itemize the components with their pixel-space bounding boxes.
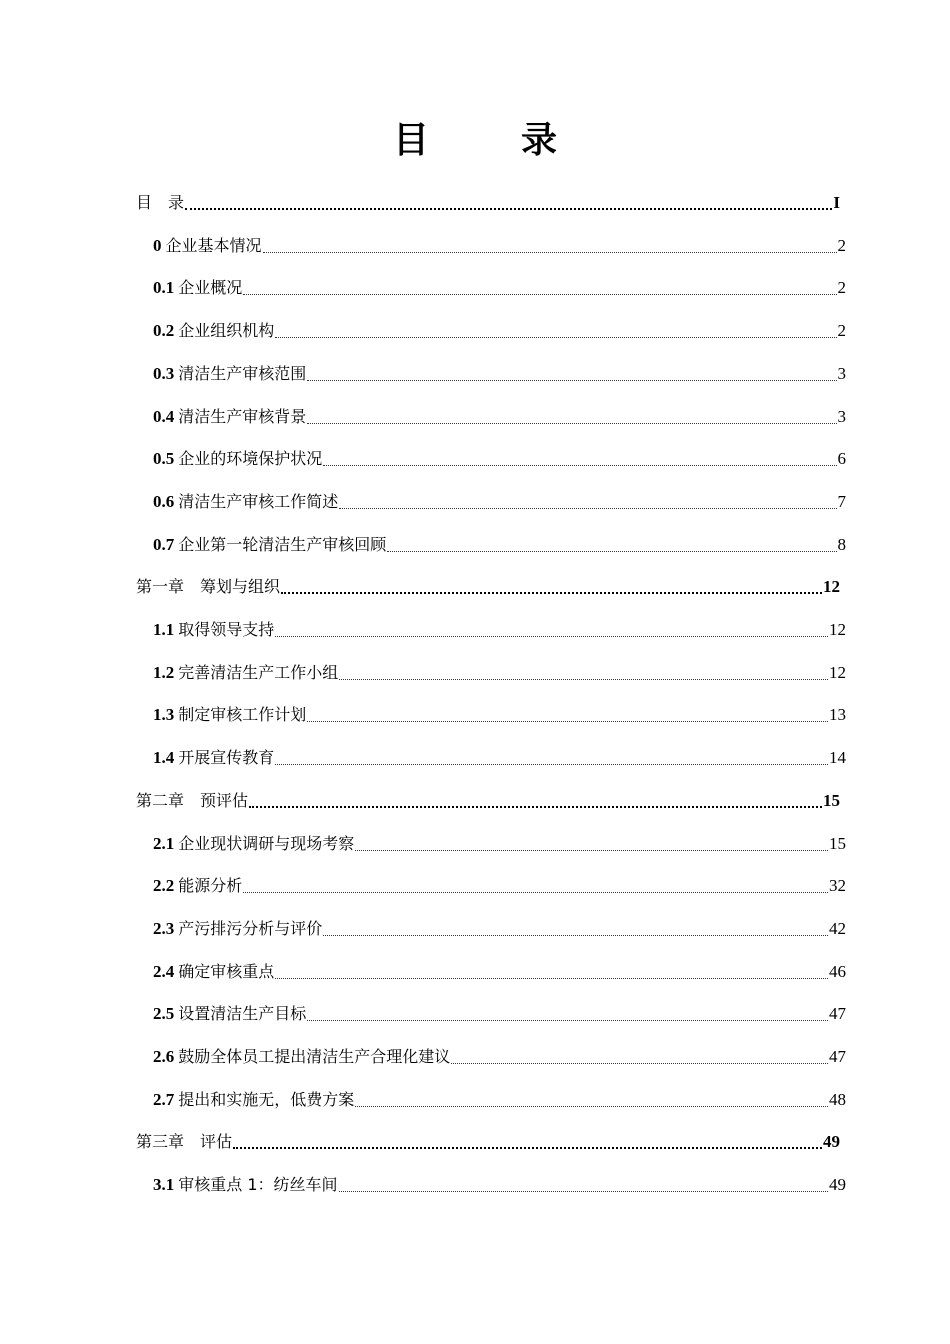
- toc-entry-number: 0.7: [153, 535, 175, 554]
- toc-dot-leader: [275, 624, 828, 637]
- toc-page-number: I: [833, 193, 840, 212]
- toc-entry-number: 2.1: [153, 834, 175, 853]
- toc-entry-label: [153, 406, 306, 428]
- toc-entry-number: 0.6: [153, 492, 175, 511]
- toc-section-entry[interactable]: [153, 1042, 846, 1068]
- toc-entry-label: [153, 918, 322, 940]
- toc-dot-leader: [243, 880, 828, 893]
- toc-entry-number: 0: [153, 236, 162, 255]
- toc-chapter-entry[interactable]: [136, 1127, 840, 1153]
- toc-entry-number: 1.1: [153, 620, 175, 639]
- toc-entry-text: 确定审核重点: [178, 962, 275, 981]
- toc-section-entry[interactable]: [153, 402, 846, 428]
- toc-entry-label: [136, 192, 184, 214]
- toc-section-entry[interactable]: [153, 829, 846, 855]
- toc-entry-label: [153, 1174, 338, 1196]
- toc-entry-text: 清洁生产审核背景: [178, 407, 307, 426]
- toc-entry-label: [153, 1089, 354, 1111]
- toc-dot-leader: [233, 1135, 822, 1149]
- toc-dot-leader: [307, 709, 828, 722]
- toc-section-entry[interactable]: [153, 615, 846, 641]
- toc-dot-leader: [281, 580, 822, 594]
- toc-page-number: 13: [829, 705, 846, 724]
- toc-page-number: 7: [837, 492, 846, 511]
- toc-entry-label: [153, 277, 242, 299]
- toc-entry-text: 设置清洁生产目标: [178, 1004, 307, 1023]
- toc-dot-leader: [355, 838, 828, 851]
- toc-page-number: 49: [823, 1132, 840, 1151]
- toc-entry-text: 鼓励全体员工提出清洁生产合理化建议: [178, 1047, 451, 1066]
- toc-dot-leader: [339, 667, 828, 680]
- toc-section-entry[interactable]: [153, 914, 846, 940]
- toc-entry-number: 2.4: [153, 962, 175, 981]
- toc-page-number: 49: [829, 1175, 846, 1194]
- toc-entry-label: [153, 704, 306, 726]
- toc-entry-label: [153, 320, 274, 342]
- toc-entry-label: [153, 363, 306, 385]
- toc-entry-text: 提出和实施无，低费方案: [178, 1090, 355, 1109]
- toc-entry-text: 清洁生产审核工作简述: [178, 492, 339, 511]
- toc-page-number: 12: [823, 577, 840, 596]
- toc-page-number: 2: [837, 236, 846, 255]
- toc-page-number: 6: [837, 449, 846, 468]
- toc-entry-text: 取得领导支持: [178, 620, 275, 639]
- toc-entry-text: 企业的环境保护状况: [178, 449, 323, 468]
- page-title: 目 录: [392, 119, 585, 161]
- toc-page-number: 15: [823, 791, 840, 810]
- toc-page-number: 15: [829, 834, 846, 853]
- toc-section-entry[interactable]: [153, 1085, 846, 1111]
- toc-entry-text: 企业第一轮清洁生产审核回顾: [178, 535, 387, 554]
- toc-page-number: 48: [829, 1090, 846, 1109]
- toc-chapter-entry[interactable]: [136, 188, 840, 214]
- toc-entry-text: 第三章 评估: [136, 1132, 233, 1151]
- toc-section-entry[interactable]: [153, 743, 846, 769]
- toc-entry-text: 企业组织机构: [178, 321, 275, 340]
- toc-entry-label: [153, 747, 274, 769]
- toc-dot-leader: [275, 752, 828, 765]
- toc-entry-number: 2.5: [153, 1004, 175, 1023]
- toc-section-entry[interactable]: [153, 359, 846, 385]
- toc-entry-number: 0.3: [153, 364, 175, 383]
- toc-page-number: 14: [829, 748, 846, 767]
- toc-entry-number: 0.4: [153, 407, 175, 426]
- toc-section-entry[interactable]: [153, 658, 846, 684]
- toc-entry-number: 3.1: [153, 1175, 175, 1194]
- toc-entry-text: 制定审核工作计划: [178, 705, 307, 724]
- toc-dot-leader: [387, 539, 836, 552]
- toc-page-number: 2: [837, 321, 846, 340]
- toc-dot-leader: [451, 1051, 828, 1064]
- toc-entry-label: [153, 662, 338, 684]
- toc-dot-leader: [275, 966, 828, 979]
- toc-entry-text: 企业基本情况: [165, 236, 262, 255]
- toc-page-number: 32: [829, 876, 846, 895]
- toc-entry-number: 1.4: [153, 748, 175, 767]
- toc-entry-label: [153, 833, 354, 855]
- toc-dot-leader: [263, 240, 837, 253]
- toc-page-number: 42: [829, 919, 846, 938]
- toc-entry-text: 产污排污分析与评价: [178, 919, 323, 938]
- toc-chapter-entry[interactable]: [136, 572, 840, 598]
- toc-entry-label: [153, 1003, 306, 1025]
- toc-dot-leader: [307, 411, 836, 424]
- toc-dot-leader: [307, 1008, 828, 1021]
- toc-section-entry[interactable]: [153, 316, 846, 342]
- toc-entry-text: 企业现状调研与现场考察: [178, 834, 355, 853]
- toc-entry-number: 2.6: [153, 1047, 175, 1066]
- toc-entry-number: 1.2: [153, 663, 175, 682]
- toc-entry-text: 能源分析: [178, 876, 243, 895]
- toc-page-number: 47: [829, 1004, 846, 1023]
- toc-entry-text: 审核重点 1：纺丝车间: [178, 1175, 338, 1194]
- toc-page-number: 3: [837, 364, 846, 383]
- toc-entry-number: 2.7: [153, 1090, 175, 1109]
- toc-page-number: 2: [837, 278, 846, 297]
- toc-dot-leader: [323, 453, 836, 466]
- toc-dot-leader: [275, 325, 836, 338]
- toc-section-entry[interactable]: [153, 231, 846, 257]
- toc-entry-label: [153, 961, 274, 983]
- toc-dot-leader: [355, 1094, 828, 1107]
- toc-section-entry[interactable]: [153, 1170, 846, 1196]
- toc-dot-leader: [249, 794, 822, 808]
- toc-dot-leader: [323, 923, 828, 936]
- toc-section-entry[interactable]: [153, 273, 846, 299]
- toc-entry-text: 第二章 预评估: [136, 791, 249, 810]
- toc-entry-label: [153, 875, 242, 897]
- toc-entry-number: 2.2: [153, 876, 175, 895]
- toc-section-entry[interactable]: [153, 957, 846, 983]
- toc-page-number: 47: [829, 1047, 846, 1066]
- toc-entry-text: 企业概况: [178, 278, 243, 297]
- toc-dot-leader: [307, 368, 836, 381]
- toc-entry-label: [153, 619, 274, 641]
- toc-section-entry[interactable]: [153, 871, 846, 897]
- toc-section-entry[interactable]: [153, 700, 846, 726]
- toc-page-number: 8: [837, 535, 846, 554]
- toc-page-number: 3: [837, 407, 846, 426]
- toc-dot-leader: [339, 496, 836, 509]
- toc-page-number: 12: [829, 663, 846, 682]
- toc-entry-text: 开展宣传教育: [178, 748, 275, 767]
- toc-page-number: 46: [829, 962, 846, 981]
- toc-section-entry[interactable]: [153, 487, 846, 513]
- toc-entry-number: 2.3: [153, 919, 175, 938]
- toc-entry-label: [153, 235, 262, 257]
- toc-entry-label: [153, 491, 338, 513]
- toc-entry-number: 0.1: [153, 278, 175, 297]
- toc-entry-label: [136, 1131, 232, 1153]
- toc-section-entry[interactable]: [153, 999, 846, 1025]
- toc-entry-label: [136, 790, 248, 812]
- toc-entry-label: [136, 576, 280, 598]
- toc-entry-text: 清洁生产审核范围: [178, 364, 307, 383]
- toc-entry-number: 0.5: [153, 449, 175, 468]
- toc-entry-label: [153, 1046, 450, 1068]
- toc-section-entry[interactable]: [153, 444, 846, 470]
- toc-section-entry[interactable]: [153, 530, 846, 556]
- toc-entry-label: [153, 534, 386, 556]
- toc-dot-leader: [243, 282, 836, 295]
- toc-chapter-entry[interactable]: [136, 786, 840, 812]
- toc-dot-leader: [339, 1179, 828, 1192]
- toc-entry-text: 目 录: [136, 193, 185, 212]
- toc-entry-number: 1.3: [153, 705, 175, 724]
- toc-entry-text: 第一章 筹划与组织: [136, 577, 281, 596]
- toc-entry-number: 0.2: [153, 321, 175, 340]
- toc-entry-label: [153, 448, 322, 470]
- toc-entry-text: 完善清洁生产工作小组: [178, 663, 339, 682]
- toc-page-number: 12: [829, 620, 846, 639]
- toc-dot-leader: [185, 196, 832, 210]
